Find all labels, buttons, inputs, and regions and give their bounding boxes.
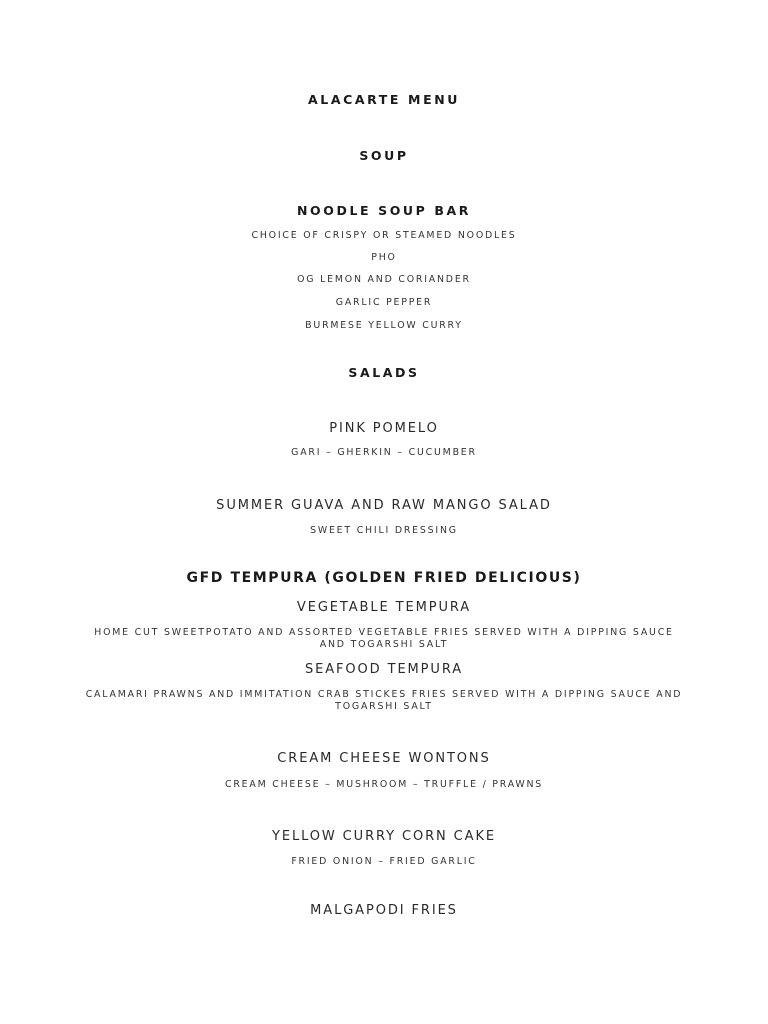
dish-description: CREAM CHEESE – MUSHROOM – TRUFFLE / PRAWNS [224, 779, 544, 790]
dish-name-pink-pomelo: PINK POMELO [329, 421, 439, 436]
section-heading-salads: SALADS [348, 365, 420, 380]
dish-name-cream-cheese-wontons: CREAM CHEESE WONTONS [277, 751, 491, 766]
dish-option-line: OG LEMON AND CORIANDER [297, 274, 471, 285]
dish-description: GARI – GHERKIN – CUCUMBER [291, 447, 477, 458]
section-heading-tempura: GFD TEMPURA (GOLDEN FRIED DELICIOUS) [186, 570, 582, 586]
dish-name-vegetable-tempura: VEGETABLE TEMPURA [296, 600, 472, 615]
dish-name-noodle-soup-bar: NOODLE SOUP BAR [296, 203, 472, 218]
dish-name-seafood-tempura: SEAFOOD TEMPURA [304, 662, 464, 677]
section-heading-soup: SOUP [359, 148, 409, 163]
dish-option-line: CHOICE OF CRISPY OR STEAMED NOODLES [251, 230, 517, 241]
dish-name-yellow-curry-corn-cake: YELLOW CURRY CORN CAKE [271, 829, 496, 844]
dish-option-line: GARLIC PEPPER [335, 297, 433, 308]
dish-description: HOME CUT SWEETPOTATO AND ASSORTED VEGETABLE FRIES SERVED WITH A DIPPING SAUCE AND TOGARSHI SALT [94, 627, 674, 650]
dish-description: SWEET CHILI DRESSING [310, 525, 458, 536]
dish-name-malgapodi-fries: MALGAPODI FRIES [310, 903, 458, 918]
dish-option-line: BURMESE YELLOW CURRY [305, 320, 463, 331]
menu-title: ALACARTE MENU [307, 92, 461, 107]
dish-name-guava-mango-salad: SUMMER GUAVA AND RAW MANGO SALAD [216, 498, 552, 513]
dish-description: CALAMARI PRAWNS AND IMMITATION CRAB STICKES FRIES SERVED WITH A DIPPING SAUCE AND TOGARSHI SALT [85, 689, 683, 712]
dish-option-line: PHO [371, 252, 397, 263]
dish-description: FRIED ONION – FRIED GARLIC [291, 856, 477, 867]
